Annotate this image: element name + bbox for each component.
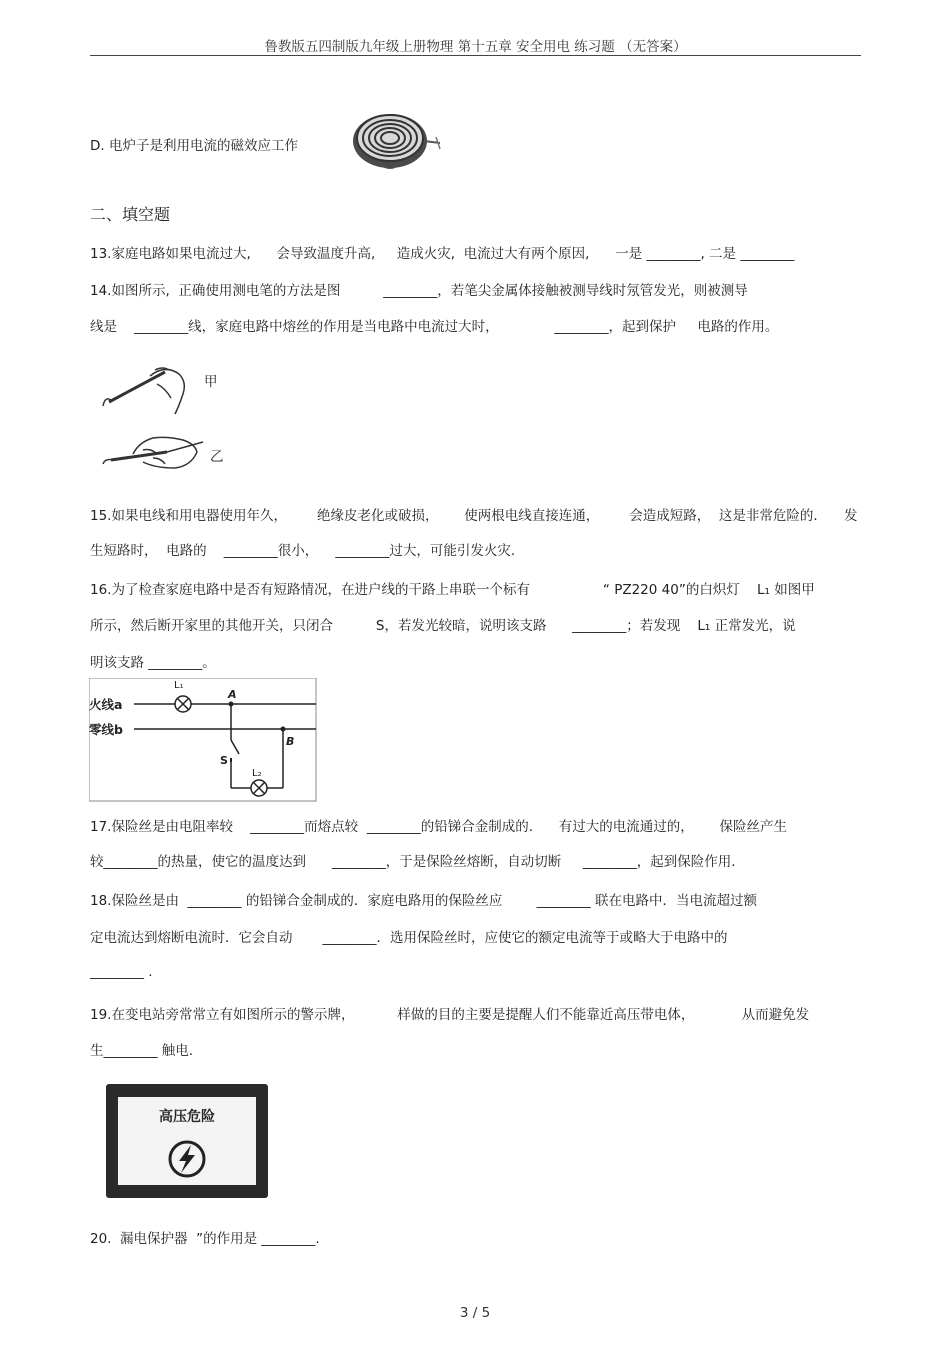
- sign-text: 高压危险: [159, 1109, 215, 1125]
- page-number: 3 / 5: [459, 1305, 491, 1321]
- q15-line1: 15.如果电线和用电器使用年久， 绝缘皮老化或破损， 使两根电线直接连通， 会造成短路， 这是非常危险的． 发: [90, 508, 858, 524]
- q17-line2: 较________的热量，使它的温度达到 ________，于是保险丝熔断，自动切断 ________，起到保险作用.: [90, 854, 736, 870]
- q14-line2: 线是 ________线，家庭电路中熔丝的作用是当电路中电流过大时， ________，起到保护 电路的作用。: [90, 319, 779, 335]
- q19-line2: 生________ 触电.: [90, 1043, 194, 1059]
- test-pen-jia: [103, 368, 184, 414]
- label-L2: L₂: [252, 768, 262, 779]
- q14-line1: 14.如图所示, 正确使用测电笔的方法是图 ________，若笔尖金属体接触被测导线时氖管发光，则被测导: [90, 283, 748, 299]
- section-title: 二、填空题: [90, 205, 171, 224]
- q18-line2: 定电流达到熔断电流时．它会自动 ________．选用保险丝时，应使它的额定电流等于或略大于电路中的: [90, 930, 728, 946]
- q16-line1: 16.为了检查家庭电路中是否有短路情况，在进户线的干路上串联一个标有 “ PZ220 40”的白炽灯 L₁ 如图甲: [90, 582, 815, 598]
- q16-line2: 所示，然后断开家里的其他开关，只闭合 S，若发光较暗，说明该支路 ________；若发现 L₁ 正常发光，说: [90, 618, 796, 634]
- q12-option-d: D. 电炉子是利用电流的磁效应工作: [90, 138, 298, 154]
- page-header: 鲁教版五四制版九年级上册物理 第十五章 安全用电 练习题 （无答案）: [264, 39, 687, 55]
- q16-line3: 明该支路 ________。: [90, 655, 216, 671]
- q20-line1: 20. 漏电保护器 ”的作用是 ________.: [90, 1231, 320, 1247]
- label-A: A: [228, 688, 237, 701]
- high-voltage-sign: [106, 1084, 268, 1198]
- label-L1: L₁: [174, 680, 184, 691]
- q15-line2: 生短路时， 电路的 ________很小， ________过大，可能引发火灾.: [90, 543, 516, 559]
- label-live-wire: 火线a: [89, 697, 123, 712]
- label-B: B: [286, 735, 295, 748]
- q19-line1: 19.在变电站旁常常立有如图所示的警示牌， 样做的目的主要是提醒人们不能靠近高压带电体， 从而避免发: [90, 1007, 810, 1023]
- header-rule: [90, 55, 861, 56]
- q17-line1: 17.保险丝是由电阻率较 ________而熔点较 ________的铅锑合金制成的. 有过大的电流通过的， 保险丝产生: [90, 819, 788, 835]
- q18-line3: ________ .: [90, 964, 153, 980]
- label-S: S: [220, 754, 228, 767]
- sign-panel: [118, 1097, 256, 1185]
- test-pen-yi: [103, 437, 203, 468]
- lightning-icon: [167, 1139, 207, 1179]
- label-neutral-wire: 零线b: [89, 722, 123, 737]
- label-jia: 甲: [204, 374, 218, 390]
- q13-line1: 13.家庭电路如果电流过大, 会导致温度升高, 造成火灾, 电流过大有两个原因, 一是 ________, 二是 ________: [90, 246, 795, 262]
- q18-line1: 18.保险丝是由 ________ 的铅锑合金制成的．家庭电路用的保险丝应 ________ 联在电路中．当电流超过额: [90, 893, 757, 909]
- label-yi: 乙: [210, 449, 224, 465]
- electric-stove-image: [350, 103, 445, 178]
- circuit-diagram: [89, 678, 317, 802]
